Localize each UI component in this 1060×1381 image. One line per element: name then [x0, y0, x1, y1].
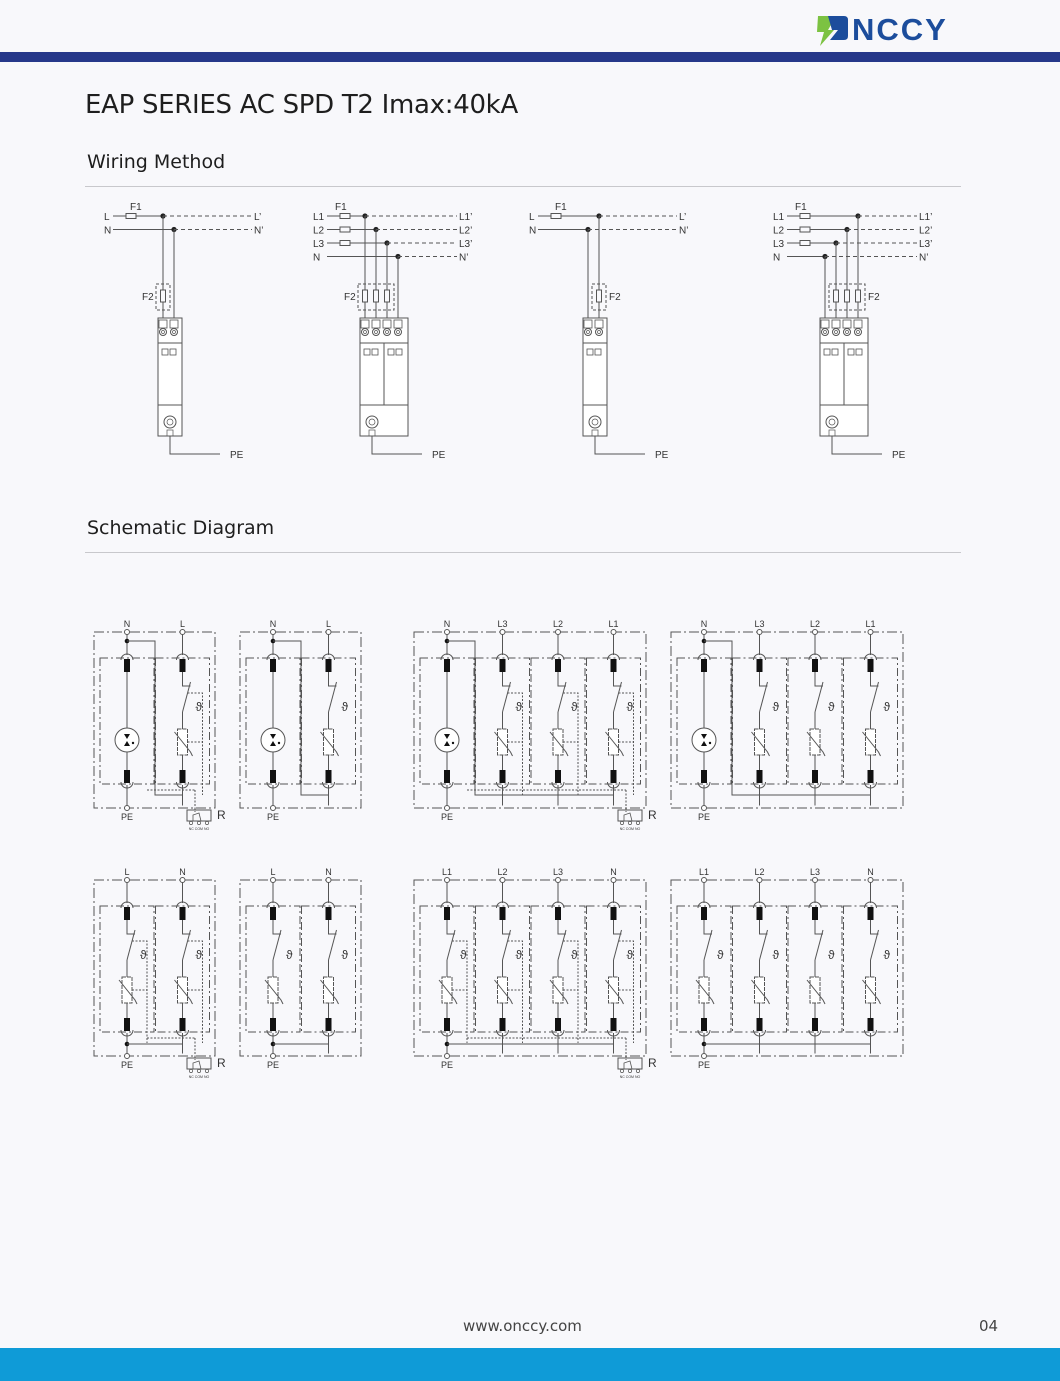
schematic-diagram-s6	[236, 863, 397, 1088]
svg-text:ϑ: ϑ	[286, 948, 293, 962]
varistor-module	[788, 867, 842, 1054]
svg-text:PE: PE	[120, 1060, 134, 1070]
svg-text:ϑ: ϑ	[341, 700, 349, 714]
svg-text:F1: F1	[130, 202, 142, 213]
svg-text:ϑ: ϑ	[460, 948, 467, 962]
svg-text:PE: PE	[440, 812, 454, 822]
svg-text:L3: L3	[497, 619, 508, 629]
svg-text:PE: PE	[655, 450, 669, 461]
svg-text:L2: L2	[552, 619, 564, 629]
spd-device	[820, 318, 868, 436]
spd-device	[583, 318, 607, 436]
svg-text:ϑ: ϑ	[626, 700, 634, 714]
svg-text:N: N	[179, 867, 186, 877]
svg-text:L2: L2	[773, 225, 785, 237]
svg-text:L’: L’	[254, 212, 262, 223]
svg-text:F2: F2	[609, 292, 621, 303]
section-title-wiring: Wiring Method	[87, 151, 226, 173]
divider	[85, 186, 961, 187]
gas-discharge-module	[246, 619, 300, 806]
svg-text:N’: N’	[919, 252, 929, 264]
varistor-module	[302, 619, 356, 806]
divider	[85, 552, 961, 553]
svg-text:F1: F1	[795, 202, 807, 213]
varistor-module	[733, 867, 787, 1054]
svg-text:R: R	[648, 808, 657, 822]
wiring-diagram-w2	[305, 198, 495, 468]
svg-text:NC COM NO: NC COM NO	[619, 1075, 641, 1079]
footer-url: www.onccy.com	[463, 1317, 582, 1335]
svg-text:L3: L3	[552, 867, 564, 877]
svg-text:L2: L2	[497, 867, 508, 877]
svg-text:L2’: L2’	[919, 225, 933, 237]
svg-text:L2’: L2’	[459, 225, 473, 237]
svg-text:PE: PE	[892, 450, 906, 461]
footer-bar	[0, 1348, 1060, 1381]
svg-text:F1: F1	[335, 202, 347, 213]
header-bar	[0, 52, 1060, 62]
remote-signal-relay	[147, 790, 226, 831]
varistor-module	[587, 619, 641, 806]
svg-text:L: L	[179, 619, 186, 629]
svg-text:N’: N’	[459, 252, 469, 264]
svg-text:NC COM NO: NC COM NO	[619, 827, 641, 831]
svg-text:ϑ: ϑ	[626, 948, 634, 962]
onccy-logo	[814, 8, 964, 48]
varistor-module	[476, 619, 530, 806]
page-title: EAP SERIES AC SPD T2 Imax:40kA	[85, 90, 518, 120]
svg-text:ϑ: ϑ	[515, 700, 523, 714]
schematic-diagram-s3	[410, 615, 682, 840]
svg-text:PE: PE	[432, 450, 446, 461]
svg-text:L3: L3	[809, 867, 821, 877]
wiring-diagram-w4	[765, 198, 955, 468]
svg-text:ϑ: ϑ	[828, 700, 835, 714]
svg-text:L3: L3	[754, 619, 765, 629]
varistor-module	[587, 867, 641, 1054]
svg-text:L1: L1	[773, 212, 785, 223]
spd-device	[360, 318, 408, 436]
svg-text:ϑ: ϑ	[140, 948, 147, 962]
svg-text:PE: PE	[230, 450, 244, 461]
svg-text:L1: L1	[441, 867, 453, 877]
schematic-diagram-s7	[410, 863, 682, 1088]
svg-text:F2: F2	[344, 292, 356, 303]
gas-discharge-module	[677, 619, 731, 806]
gas-discharge-module	[100, 619, 154, 806]
svg-text:L2: L2	[754, 867, 765, 877]
svg-text:L2: L2	[313, 225, 325, 237]
varistor-module	[677, 867, 731, 1054]
varistor-module	[476, 867, 530, 1054]
varistor-module	[733, 619, 787, 806]
section-title-schematic: Schematic Diagram	[87, 517, 275, 539]
svg-text:PE: PE	[266, 1060, 280, 1070]
svg-text:L3: L3	[313, 239, 325, 250]
varistor-module	[302, 867, 356, 1054]
svg-text:L1: L1	[608, 619, 619, 629]
svg-text:ϑ: ϑ	[883, 700, 891, 714]
svg-text:N: N	[313, 252, 321, 264]
svg-text:ϑ: ϑ	[195, 948, 203, 962]
schematic-diagram-s5	[90, 863, 251, 1088]
svg-text:ϑ: ϑ	[772, 700, 780, 714]
svg-text:ϑ: ϑ	[195, 700, 203, 714]
svg-text:NC COM NO: NC COM NO	[188, 827, 210, 831]
varistor-module	[844, 619, 898, 806]
svg-text:NC COM NO: NC COM NO	[188, 1075, 210, 1079]
svg-text:ϑ: ϑ	[515, 948, 523, 962]
svg-text:N: N	[104, 225, 112, 237]
varistor-module	[531, 619, 585, 806]
spd-device	[158, 318, 182, 436]
svg-text:N’: N’	[254, 225, 264, 237]
svg-text:R: R	[217, 808, 226, 822]
svg-text:L3’: L3’	[459, 239, 473, 250]
schematic-diagram-s2	[236, 615, 397, 840]
svg-text:R: R	[217, 1056, 226, 1070]
varistor-module	[156, 619, 210, 806]
svg-text:ϑ: ϑ	[571, 700, 578, 714]
svg-text:L3: L3	[773, 239, 785, 250]
varistor-module	[844, 867, 898, 1054]
svg-text:L2: L2	[809, 619, 821, 629]
svg-text:F2: F2	[868, 292, 880, 303]
svg-text:PE: PE	[697, 1060, 711, 1070]
gas-discharge-module	[420, 619, 474, 806]
svg-text:N: N	[773, 252, 781, 264]
svg-text:N: N	[443, 619, 451, 629]
svg-text:PE: PE	[266, 812, 280, 822]
remote-signal-relay	[467, 790, 657, 831]
svg-text:N: N	[529, 225, 537, 237]
svg-text:PE: PE	[697, 812, 711, 822]
svg-text:PE: PE	[120, 812, 134, 822]
varistor-module	[100, 867, 154, 1054]
svg-text:ϑ: ϑ	[717, 948, 724, 962]
svg-text:F1: F1	[555, 202, 567, 213]
wiring-diagram-w1	[100, 198, 290, 468]
svg-text:L1: L1	[698, 867, 710, 877]
svg-text:L’: L’	[679, 212, 687, 223]
svg-text:N: N	[325, 867, 332, 877]
varistor-module	[246, 867, 300, 1054]
svg-text:L1’: L1’	[459, 212, 473, 223]
svg-text:L: L	[529, 212, 535, 223]
svg-text:N: N	[123, 619, 131, 629]
svg-text:L: L	[325, 619, 332, 629]
svg-text:ϑ: ϑ	[883, 948, 891, 962]
svg-text:NCCY: NCCY	[852, 12, 948, 47]
svg-text:ϑ: ϑ	[571, 948, 578, 962]
svg-text:L1’: L1’	[919, 212, 933, 223]
svg-text:N: N	[700, 619, 708, 629]
varistor-module	[420, 867, 474, 1054]
svg-text:N’: N’	[679, 225, 689, 237]
svg-text:N: N	[610, 867, 617, 877]
svg-text:ϑ: ϑ	[772, 948, 780, 962]
svg-text:PE: PE	[440, 1060, 454, 1070]
wiring-diagram-w3	[525, 198, 715, 468]
schematic-diagram-s4	[667, 615, 939, 840]
schematic-diagram-s8	[667, 863, 939, 1088]
svg-text:L1: L1	[313, 212, 325, 223]
varistor-module	[156, 867, 210, 1054]
varistor-module	[531, 867, 585, 1054]
svg-text:L: L	[124, 867, 130, 877]
svg-text:L: L	[104, 212, 110, 223]
varistor-module	[788, 619, 842, 806]
svg-text:F2: F2	[142, 292, 154, 303]
schematic-diagram-s1	[90, 615, 251, 840]
page-number: 04	[979, 1317, 999, 1335]
svg-text:ϑ: ϑ	[828, 948, 835, 962]
svg-text:L1: L1	[865, 619, 876, 629]
svg-text:N: N	[867, 867, 874, 877]
svg-text:N: N	[269, 619, 277, 629]
svg-text:L: L	[270, 867, 276, 877]
svg-text:ϑ: ϑ	[341, 948, 349, 962]
svg-text:R: R	[648, 1056, 657, 1070]
svg-text:L3’: L3’	[919, 239, 933, 250]
